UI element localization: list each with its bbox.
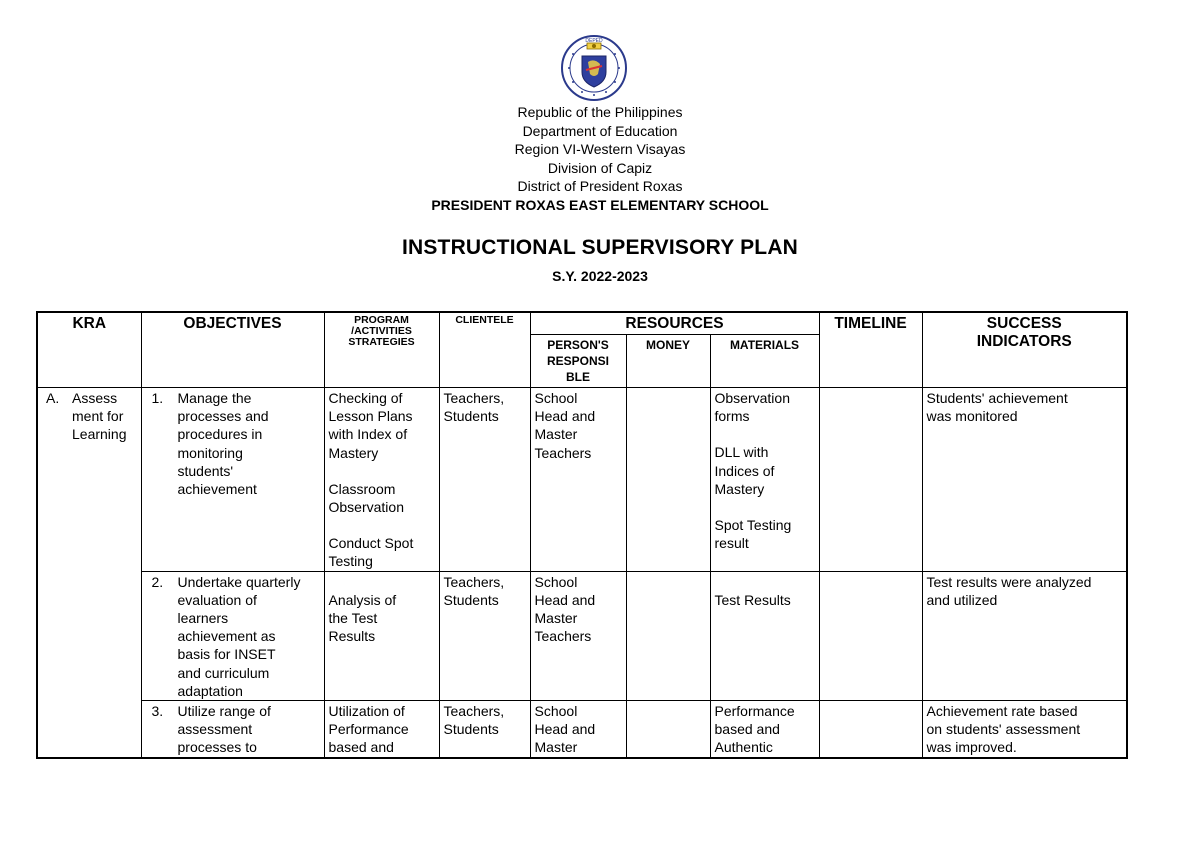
cell-line: Head and: [534, 721, 596, 738]
cell-line: Manage the: [177, 390, 252, 406]
cell-line: assessment: [177, 721, 253, 738]
cell-line: Classroom: [328, 480, 396, 497]
header-line: District of President Roxas: [517, 178, 683, 195]
cell-line: [329, 462, 435, 480]
cell-line: Observation: [714, 390, 790, 406]
objective-number: 3.: [151, 703, 164, 720]
cell-line: based and: [328, 739, 394, 756]
cell-line: adaptation: [177, 682, 243, 699]
objective-cell: [141, 701, 324, 758]
cell-line: and curriculum: [177, 664, 270, 681]
cell-line: Observation: [328, 499, 404, 516]
header-lines: [0, 103, 1200, 196]
kra-line: ment for: [72, 408, 124, 425]
kra-label: A.: [46, 390, 60, 406]
cell-line: Students: [443, 721, 499, 738]
cell-line: Students: [443, 408, 499, 425]
cell-line: was improved.: [926, 739, 1017, 756]
cell-line: [715, 498, 815, 516]
cell-line: [715, 425, 815, 443]
cell-line: Test results were analyzed: [926, 573, 1092, 590]
cell-line: procedures in: [177, 426, 263, 443]
header-persons: [530, 335, 626, 388]
cell-line: Test Results: [714, 591, 791, 608]
cell-line: Teachers,: [443, 703, 505, 720]
cell-line: Lesson Plans: [328, 408, 413, 425]
header-persons-line: RESPONSI: [546, 354, 609, 368]
objective-text: [178, 573, 301, 700]
cell-line: the Test: [328, 609, 378, 626]
cell-line: Head and: [534, 408, 596, 425]
program-cell: [324, 571, 439, 700]
cell-line: evaluation of: [177, 591, 257, 608]
header-line: Republic of the Philippines: [517, 104, 683, 120]
money-cell: [626, 388, 710, 572]
table-row: [37, 571, 1127, 700]
cell-line: Master: [534, 426, 578, 443]
cell-line: Teachers: [534, 444, 592, 461]
cell-line: with Index of: [328, 426, 408, 443]
materials-cell: [710, 571, 819, 700]
cell-line: Master: [534, 610, 578, 627]
cell-line: result: [714, 535, 749, 552]
cell-line: Students' achievement: [926, 390, 1068, 406]
objective-number: 1.: [151, 390, 164, 406]
clientele-cell: [439, 388, 530, 572]
persons-cell: [530, 571, 626, 700]
objective-cell: [141, 388, 324, 572]
cell-line: students': [177, 462, 234, 479]
cell-line: Utilize range of: [177, 703, 271, 720]
cell-line: Teachers,: [443, 390, 505, 406]
header-success: [922, 312, 1127, 388]
cell-line: achievement as: [177, 628, 276, 645]
svg-text:DEPED: DEPED: [585, 38, 603, 44]
cell-line: based and: [714, 721, 780, 738]
cell-line: Indices of: [714, 462, 775, 479]
cell-line: basis for INSET: [177, 646, 276, 663]
cell-line: processes to: [177, 739, 257, 756]
header-success-line: INDICATORS: [976, 333, 1072, 350]
supervisory-plan-table: [36, 311, 1128, 759]
objective-number: 2.: [151, 573, 164, 590]
cell-line: was monitored: [926, 408, 1018, 425]
cell-line: Performance: [714, 703, 795, 720]
cell-line: forms: [714, 408, 750, 425]
cell-line: on students' assessment: [926, 721, 1081, 738]
cell-line: School: [534, 573, 578, 590]
timeline-cell: [819, 701, 922, 758]
header-program-line: /ACTIVITIES: [351, 325, 412, 337]
header-line: Department of Education: [522, 122, 678, 139]
cell-line: [329, 516, 435, 534]
success-cell: [922, 701, 1127, 758]
clientele-cell: [439, 701, 530, 758]
header-persons-line: BLE: [566, 370, 590, 384]
header-program-line: PROGRAM: [354, 314, 409, 326]
header-persons-line: PERSON'S: [547, 338, 609, 352]
cell-line: Students: [443, 591, 499, 608]
cell-line: Teachers: [534, 628, 592, 645]
table-row: [37, 701, 1127, 758]
header-clientele: CLIENTELE: [439, 312, 530, 388]
cell-line: Achievement rate based: [926, 703, 1078, 720]
header-objectives: OBJECTIVES: [141, 312, 324, 388]
cell-line: Results: [328, 628, 376, 645]
cell-line: School: [534, 703, 578, 720]
clientele-cell: [439, 571, 530, 700]
table-row: [37, 388, 1127, 572]
objective-text: [178, 389, 269, 498]
header-money: MONEY: [626, 335, 710, 388]
cell-line: Head and: [534, 591, 596, 608]
header-program: [324, 312, 439, 388]
cell-line: Undertake quarterly: [177, 573, 301, 590]
school-year: S.Y. 2022-2023: [552, 268, 648, 284]
persons-cell: [530, 388, 626, 572]
cell-line: Teachers,: [443, 573, 505, 590]
timeline-cell: [819, 388, 922, 572]
cell-line: Performance: [328, 721, 409, 738]
header-resources: RESOURCES: [530, 312, 819, 335]
header-kra: KRA: [37, 312, 141, 388]
program-cell: [324, 701, 439, 758]
cell-line: and utilized: [926, 591, 998, 608]
objective-text: [178, 702, 271, 757]
cell-line: achievement: [177, 481, 257, 498]
kra-text: [72, 389, 127, 444]
kra-cell: [37, 388, 141, 758]
header-timeline: TIMELINE: [819, 312, 922, 388]
cell-line: Conduct Spot: [328, 535, 414, 552]
cell-line: Authentic: [714, 739, 773, 756]
money-cell: [626, 701, 710, 758]
cell-line: Spot Testing: [714, 517, 792, 534]
cell-line: learners: [177, 610, 229, 627]
timeline-cell: [819, 571, 922, 700]
page-title: INSTRUCTIONAL SUPERVISORY PLAN: [401, 236, 799, 259]
cell-line: [329, 573, 435, 591]
materials-cell: [710, 701, 819, 758]
cell-line: Utilization of: [328, 703, 405, 720]
objective-cell: [141, 571, 324, 700]
money-cell: [626, 571, 710, 700]
cell-line: monitoring: [177, 444, 243, 461]
kra-line: Learning: [72, 426, 127, 443]
success-cell: [922, 571, 1127, 700]
header-line: Division of Capiz: [547, 159, 653, 176]
cell-line: Mastery: [714, 480, 765, 497]
materials-cell: [710, 388, 819, 572]
cell-line: Mastery: [328, 444, 379, 461]
cell-line: Master: [534, 739, 578, 756]
success-cell: [922, 388, 1127, 572]
program-cell: [324, 388, 439, 572]
header-program-line: STRATEGIES: [348, 336, 415, 348]
cell-line: School: [534, 390, 578, 406]
school-name: PRESIDENT ROXAS EAST ELEMENTARY SCHOOL: [431, 197, 769, 213]
kra-line: Assess: [72, 390, 118, 406]
cell-line: processes and: [177, 408, 269, 425]
cell-line: Testing: [328, 553, 373, 570]
cell-line: Checking of: [328, 390, 403, 406]
header-materials: MATERIALS: [710, 335, 819, 388]
header-line: Region VI-Western Visayas: [514, 141, 686, 158]
cell-line: Analysis of: [328, 591, 397, 608]
persons-cell: [530, 701, 626, 758]
deped-seal-logo: [557, 34, 631, 102]
header-success-line: SUCCESS: [986, 315, 1062, 332]
cell-line: DLL with: [714, 444, 769, 461]
cell-line: [715, 573, 815, 591]
